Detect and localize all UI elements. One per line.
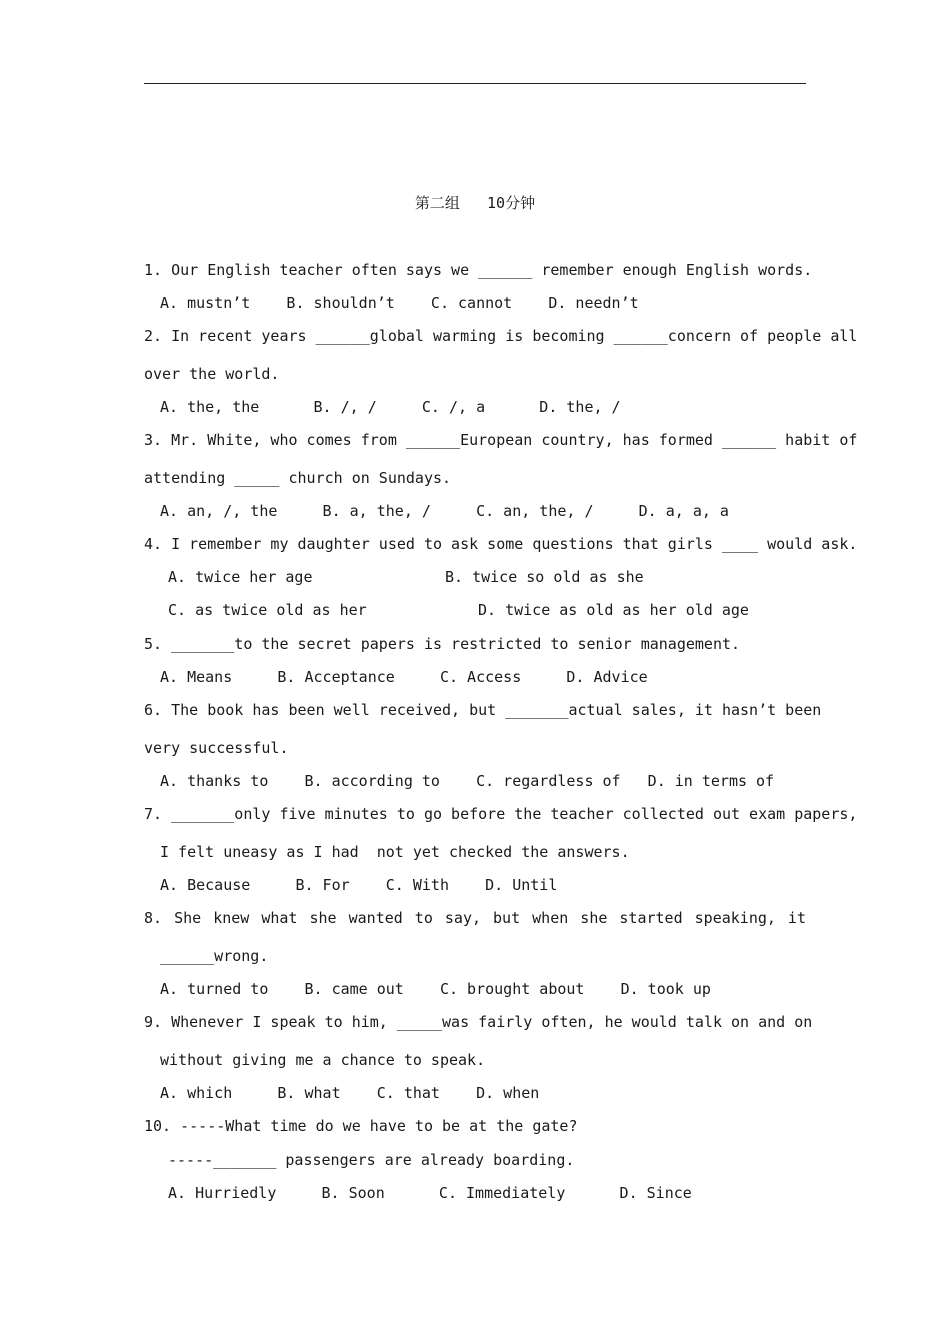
question-9-stem: 9. Whenever I speak to him, _____was fairly often, he would talk on and on (144, 1013, 813, 1031)
question-6-stem-cont: very successful. (144, 739, 289, 757)
question-3-stem-cont: attending _____ church on Sundays. (144, 469, 452, 487)
question-4-option-d: D. twice as old as her old age (478, 601, 749, 619)
question-9-stem-cont: without giving me a chance to speak. (160, 1051, 486, 1069)
question-10-stem-cont: -----_______ passengers are already boarding. (168, 1151, 575, 1169)
page-title: 第二组 10分钟 (414, 194, 536, 212)
question-8-stem: 8. She knew what she wanted to say, but when she started speaking, it (144, 909, 806, 927)
question-3-stem: 3. Mr. White, who comes from ______European country, has formed ______ habit of (144, 431, 858, 449)
question-4-stem: 4. I remember my daughter used to ask some questions that girls ____ would ask. (144, 535, 858, 553)
question-9-options: A. which B. what C. that D. when (160, 1084, 540, 1102)
question-4-option-a: A. twice her age (168, 568, 313, 586)
question-1-stem: 1. Our English teacher often says we ______ remember enough English words. (144, 261, 813, 279)
question-8-stem-cont: ______wrong. (160, 947, 269, 965)
question-5-options: A. Means B. Acceptance C. Access D. Advice (160, 668, 648, 686)
question-6-stem: 6. The book has been well received, but _______actual sales, it hasn’t been (144, 701, 822, 719)
question-2-stem: 2. In recent years ______global warming is becoming ______concern of people all (144, 327, 858, 345)
question-1-options: A. mustn’t B. shouldn’t C. cannot D. needn’t (160, 294, 639, 312)
question-2-stem-cont: over the world. (144, 365, 280, 383)
question-6-options: A. thanks to B. according to C. regardless of D. in terms of (160, 772, 775, 790)
question-3-options: A. an, /, the B. a, the, / C. an, the, / D. a, a, a (160, 502, 729, 520)
question-4-option-c: C. as twice old as her (168, 601, 367, 619)
question-7-stem: 7. _______only five minutes to go before the teacher collected out exam papers, (144, 805, 858, 823)
question-5-stem: 5. _______to the secret papers is restricted to senior management. (144, 635, 741, 653)
question-8-options: A. turned to B. came out C. brought about D. took up (160, 980, 711, 998)
question-4-option-b: B. twice so old as she (445, 568, 644, 586)
question-7-stem-cont: I felt uneasy as I had not yet checked the answers. (160, 843, 630, 861)
question-10-stem: 10. -----What time do we have to be at the gate? (144, 1117, 578, 1135)
question-10-options: A. Hurriedly B. Soon C. Immediately D. Since (168, 1184, 692, 1202)
header-rule (144, 83, 806, 84)
question-7-options: A. Because B. For C. With D. Until (160, 876, 558, 894)
question-2-options: A. the, the B. /, / C. /, a D. the, / (160, 398, 621, 416)
